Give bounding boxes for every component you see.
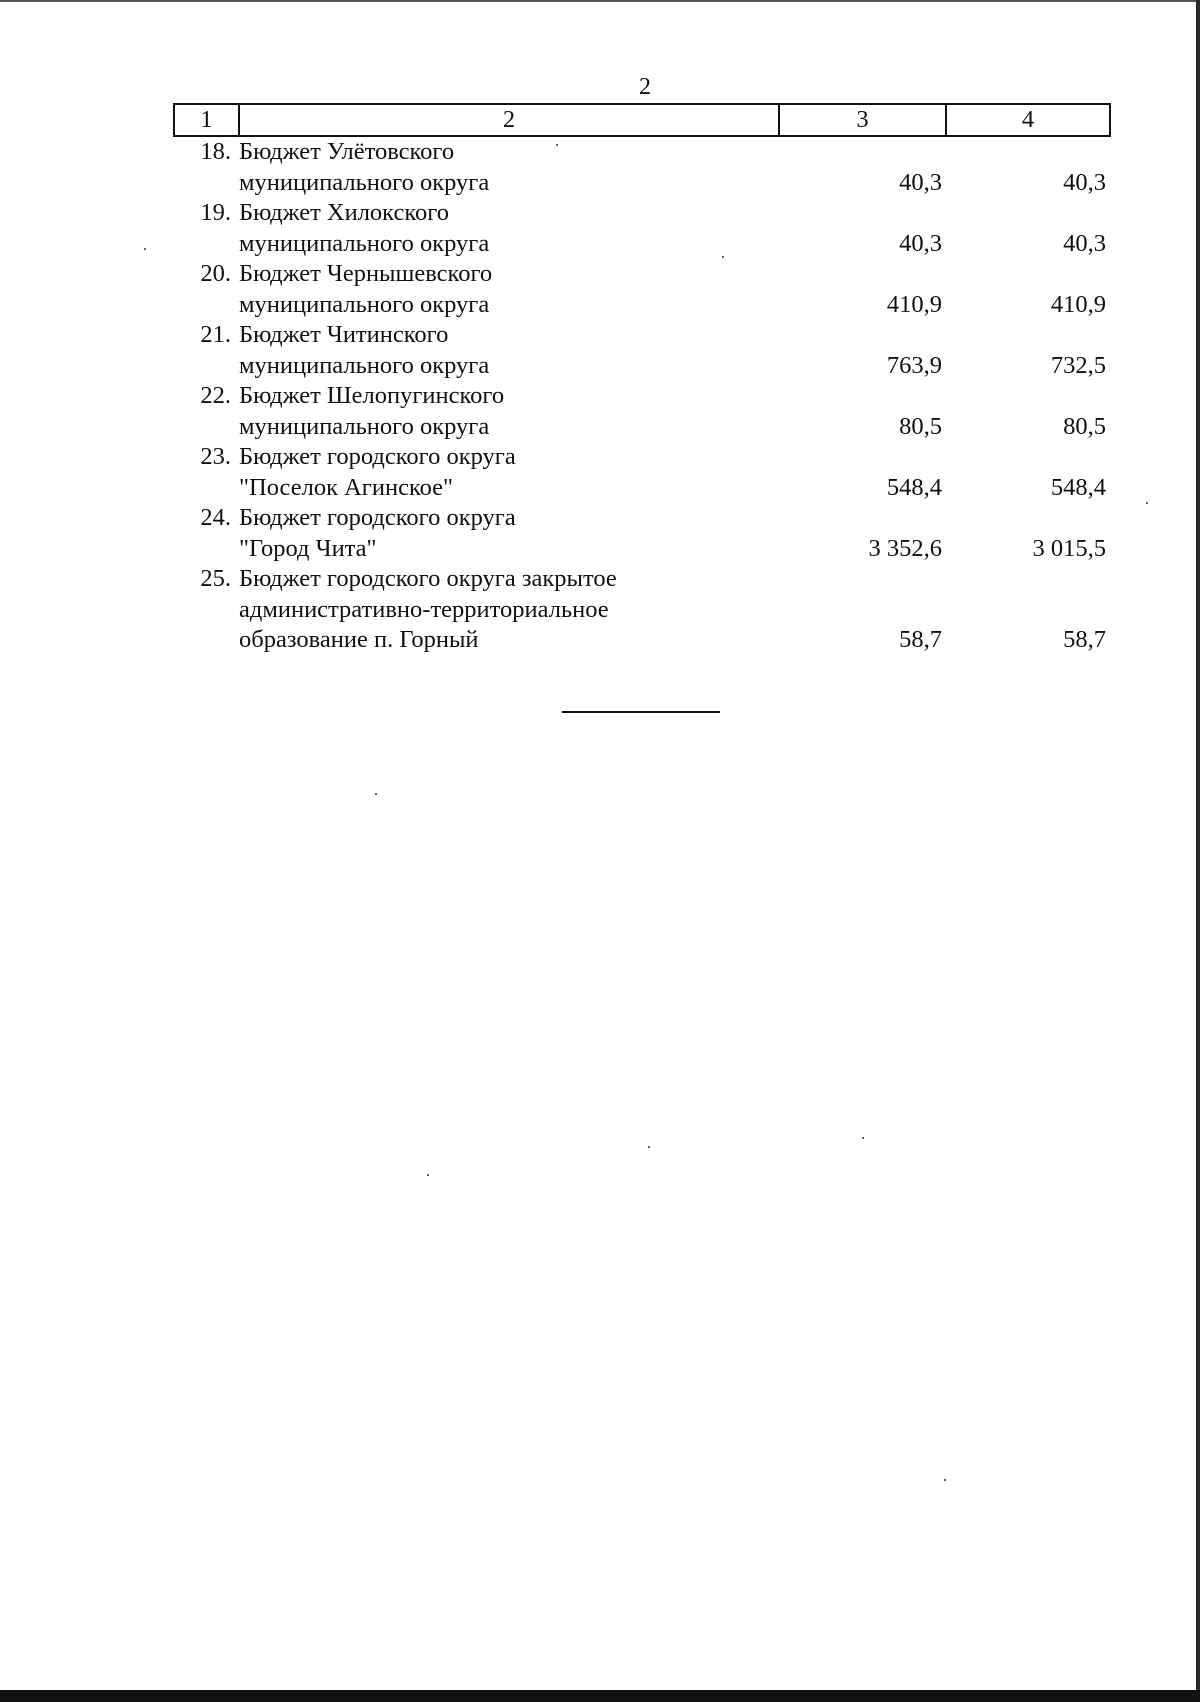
table-row xyxy=(174,564,1110,656)
budget-name-line: Бюджет городского округа xyxy=(239,443,516,470)
budget-name-line: муниципального округа xyxy=(239,229,490,257)
budget-name xyxy=(239,381,779,442)
budget-name-line: административно-территориальное xyxy=(239,595,609,623)
budget-name-line: муниципального округа xyxy=(239,290,490,318)
row-number: 21. xyxy=(200,321,231,348)
row-number: 23. xyxy=(200,443,231,470)
budget-name-line: Бюджет Читинского xyxy=(239,321,449,348)
table-row xyxy=(174,198,1110,259)
amount-col3: 548,4 xyxy=(886,473,942,501)
amount-col4: 548,4 xyxy=(1050,473,1106,501)
scan-speck xyxy=(427,1174,429,1176)
budget-name-line: муниципального округа xyxy=(239,412,490,440)
page-number: 2 xyxy=(639,74,651,100)
budget-name xyxy=(239,198,779,259)
amount-col3: 40,3 xyxy=(899,229,942,257)
amount-col3: 58,7 xyxy=(899,626,942,653)
header-cell-1: 1 xyxy=(174,104,239,136)
row-number: 25. xyxy=(200,565,231,592)
row-number: 20. xyxy=(200,260,231,287)
table-body xyxy=(174,136,1110,656)
budget-name-line: Бюджет городского округа закрытое xyxy=(239,565,617,592)
scan-speck xyxy=(1146,502,1148,504)
budget-name-line: Бюджет городского округа xyxy=(239,504,516,531)
budget-name-line: "Город Чита" xyxy=(239,534,377,562)
budget-name-line: образование п. Горный xyxy=(239,626,479,653)
amount-col4: 40,3 xyxy=(1063,168,1106,196)
amount-col4: 58,7 xyxy=(1063,626,1106,653)
budget-name-line: Бюджет Чернышевского xyxy=(239,260,493,287)
amount-col3: 763,9 xyxy=(886,351,942,379)
scan-edge-top xyxy=(0,0,1200,2)
scan-edge-bottom xyxy=(0,1690,1200,1702)
table-row xyxy=(174,442,1110,503)
budget-name-line: Бюджет Шелопугинского xyxy=(239,382,505,409)
budget-name xyxy=(239,136,779,198)
row-number: 19. xyxy=(200,199,231,226)
row-number: 22. xyxy=(200,382,231,409)
scan-speck xyxy=(556,144,558,146)
amount-col3: 40,3 xyxy=(899,168,942,196)
budget-name xyxy=(239,564,779,656)
amount-col3: 3 352,6 xyxy=(868,534,942,562)
budget-table xyxy=(173,103,1111,656)
amount-col4: 3 015,5 xyxy=(1032,534,1106,562)
budget-name xyxy=(239,320,779,381)
scan-speck xyxy=(648,1146,650,1148)
budget-name-line: "Поселок Агинское" xyxy=(239,473,454,501)
table-row xyxy=(174,503,1110,564)
header-cell-4: 4 xyxy=(946,104,1110,136)
scan-speck xyxy=(722,256,724,258)
budget-name xyxy=(239,259,779,320)
budget-name-line: Бюджет Улётовского xyxy=(239,138,455,165)
row-number: 18. xyxy=(200,138,231,165)
amount-col4: 80,5 xyxy=(1063,412,1106,440)
table-header-row xyxy=(174,104,1110,136)
table-row xyxy=(174,136,1110,198)
budget-name-line: Бюджет Хилокского xyxy=(239,199,449,226)
amount-col3: 80,5 xyxy=(899,412,942,440)
scan-edge-right xyxy=(1196,0,1200,1702)
table-row xyxy=(174,381,1110,442)
amount-col4: 732,5 xyxy=(1050,351,1106,379)
end-of-document-rule xyxy=(562,711,720,713)
amount-col4: 410,9 xyxy=(1050,290,1106,318)
budget-name xyxy=(239,503,779,564)
amount-col4: 40,3 xyxy=(1063,229,1106,257)
budget-name-line: муниципального округа xyxy=(239,168,490,196)
scan-speck xyxy=(862,1137,864,1139)
table-row xyxy=(174,320,1110,381)
header-cell-2: 2 xyxy=(239,104,779,136)
table-row xyxy=(174,259,1110,320)
row-number: 24. xyxy=(200,504,231,531)
amount-col3: 410,9 xyxy=(886,290,942,318)
budget-name xyxy=(239,442,779,503)
scan-speck xyxy=(944,1479,946,1481)
header-cell-3: 3 xyxy=(779,104,946,136)
budget-name-line: муниципального округа xyxy=(239,351,490,379)
scan-speck xyxy=(375,793,377,795)
scan-speck xyxy=(144,248,146,250)
